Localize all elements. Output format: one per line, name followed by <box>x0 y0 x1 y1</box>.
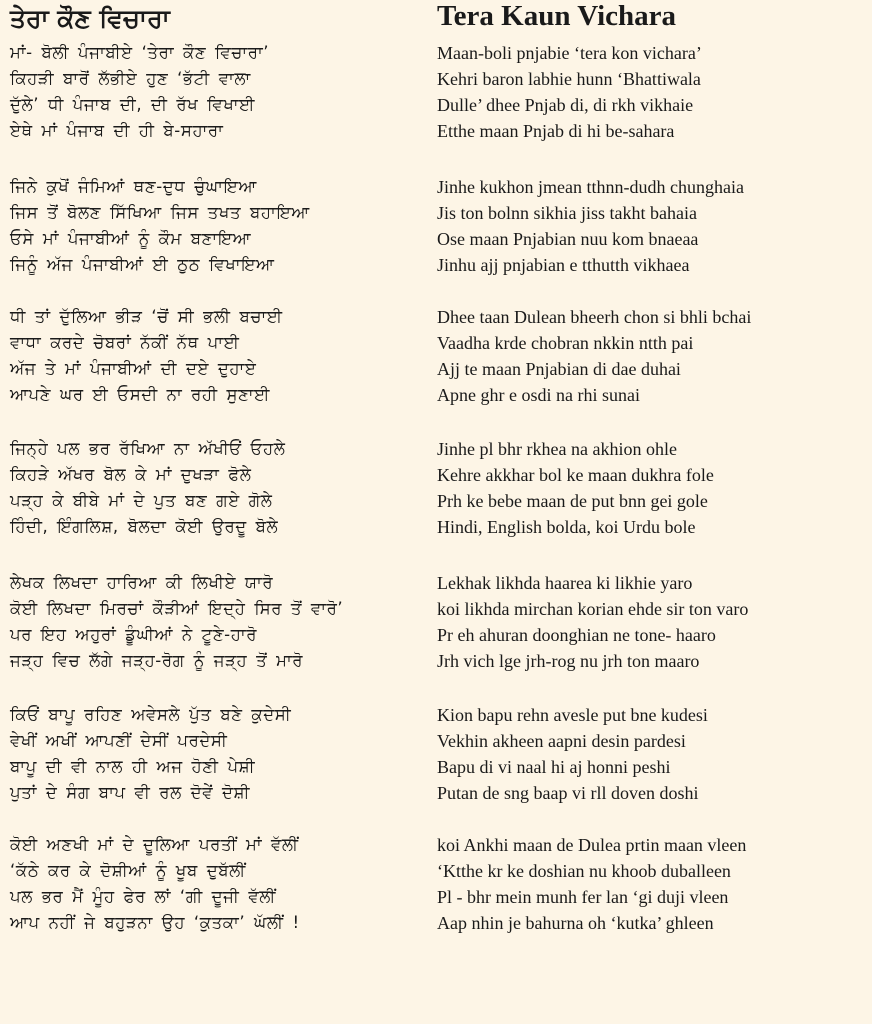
roman-line: Dulle’ dhee Pnjab di, di rkh vikhaie <box>437 95 694 115</box>
gurmukhi-line: ਆਪਣੇ ਘਰ ਈ ਓਸਦੀ ਨਾ ਰਹੀ ਸੁਣਾਈ <box>10 385 271 404</box>
gurmukhi-line: ਬਾਪੂ ਦੀ ਵੀ ਨਾਲ ਹੀ ਅਜ ਹੋਣੀ ਪੇਸ਼ੀ <box>10 757 256 776</box>
roman-stanza-7 <box>437 832 746 936</box>
gurmukhi-stanza-7 <box>10 832 300 936</box>
gurmukhi-line: ਜਿਨੇ ਕੁਖੋਂ ਜੰਮਿਆਂ ਥਣ-ਦੁਧ ਚੁੰਘਾਇਆ <box>10 177 257 196</box>
gurmukhi-stanza-3 <box>10 304 283 408</box>
roman-line: Prh ke bebe maan de put bnn gei gole <box>437 491 708 511</box>
gurmukhi-title: ਤੇਰਾ ਕੌਣ ਵਿਚਾਰਾ <box>10 4 170 33</box>
gurmukhi-line: ਆਪ ਨਹੀਂ ਜੇ ਬਹੁੜਨਾ ਉਹ ‘ਕੁਤਕਾ’ ਘੱਲੀਂ ! <box>10 913 300 932</box>
gurmukhi-line: ਜਿਨ੍ਹੇ ਪਲ ਭਰ ਰੱਖਿਆ ਨਾ ਅੱਖੀਓਂ ਓਹਲੇ <box>10 439 286 458</box>
roman-line: koi likhda mirchan korian ehde sir ton varo <box>437 599 749 619</box>
gurmukhi-stanza-1 <box>10 40 269 144</box>
roman-line: Jrh vich lge jrh-rog nu jrh ton maaro <box>437 651 700 671</box>
roman-line: Pr eh ahuran doonghian ne tone- haaro <box>437 625 716 645</box>
roman-line: Lekhak likhda haarea ki likhie yaro <box>437 573 693 593</box>
gurmukhi-line: ਪਰ ਇਹ ਅਹੁਰਾਂ ਡੂੰਘੀਆਂ ਨੇ ਟੂਣੇ-ਹਾਰੋ <box>10 625 258 644</box>
gurmukhi-stanza-2 <box>10 174 310 278</box>
roman-line: Jinhe kukhon jmean tthnn-dudh chunghaia <box>437 177 744 197</box>
roman-line: Ajj te maan Pnjabian di dae duhai <box>437 359 681 379</box>
roman-line: ‘Ktthe kr ke doshian nu khoob duballeen <box>437 861 731 881</box>
roman-line: Apne ghr e osdi na rhi sunai <box>437 385 640 405</box>
roman-line: Ose maan Pnjabian nuu kom bnaeaa <box>437 229 699 249</box>
gurmukhi-line: ਵੇਖੀਂ ਅਖੀਂ ਆਪਣੀਂ ਦੇਸੀਂ ਪਰਦੇਸੀ <box>10 731 228 750</box>
roman-line: koi Ankhi maan de Dulea prtin maan vleen <box>437 835 747 855</box>
roman-stanza-3 <box>437 304 751 408</box>
gurmukhi-line: ਦੁੱਲੇ’ ਧੀ ਪੰਜਾਬ ਦੀ, ਦੀ ਰੱਖ ਵਿਖਾਈ <box>10 95 256 114</box>
gurmukhi-line: ਕੋਈ ਲਿਖਦਾ ਮਿਰਚਾਂ ਕੌੜੀਆਂ ਇਦ੍ਹੇ ਸਿਰ ਤੋਂ ਵਾਰੋ’ <box>10 599 344 618</box>
roman-line: Etthe maan Pnjab di hi be-sahara <box>437 121 675 141</box>
gurmukhi-line: ਲੇਖਕ ਲਿਖਦਾ ਹਾਰਿਆ ਕੀ ਲਿਖੀਏ ਯਾਰੋ <box>10 573 274 592</box>
roman-line: Jinhu ajj pnjabian e tthutth vikhaea <box>437 255 690 275</box>
roman-line: Vaadha krde chobran nkkin ntth pai <box>437 333 694 353</box>
gurmukhi-line: ਮਾਂ- ਬੋਲੀ ਪੰਜਾਬੀਏ ‘ਤੇਰਾ ਕੌਣ ਵਿਚਾਰਾ’ <box>10 43 270 62</box>
gurmukhi-line: ਕਿਹੜੇ ਅੱਖਰ ਬੋਲ ਕੇ ਮਾਂ ਦੁਖੜਾ ਫੋਲੇ <box>10 465 252 484</box>
gurmukhi-line: ਹਿੰਦੀ, ਇੰਗਲਿਸ਼, ਬੋਲਦਾ ਕੋਈ ਉਰਦੂ ਬੋਲੇ <box>10 517 279 536</box>
roman-line: Kehre akkhar bol ke maan dukhra fole <box>437 465 714 485</box>
roman-stanza-6 <box>437 702 708 806</box>
roman-stanza-1 <box>437 40 702 144</box>
gurmukhi-line: ਓਸੇ ਮਾਂ ਪੰਜਾਬੀਆਂ ਨੂੰ ਕੌਮ ਬਣਾਇਆ <box>10 229 252 248</box>
roman-line: Aap nhin je bahurna oh ‘kutka’ ghleen <box>437 913 714 933</box>
gurmukhi-line: ਪਲ ਭਰ ਮੈਂ ਮੂੰਹ ਫੇਰ ਲਾਂ ‘ਗੀ ਦੂਜੀ ਵੱਲੀਂ <box>10 887 276 906</box>
gurmukhi-line: ਕਿਓਂ ਬਾਪੂ ਰਹਿਣ ਅਵੇਸਲੇ ਪੁੱਤ ਬਣੇ ਕੁਦੇਸੀ <box>10 705 292 724</box>
roman-line: Kehri baron labhie hunn ‘Bhattiwala <box>437 69 701 89</box>
roman-line: Vekhin akheen aapni desin pardesi <box>437 731 686 751</box>
gurmukhi-stanza-6 <box>10 702 291 806</box>
roman-line: Jinhe pl bhr rkhea na akhion ohle <box>437 439 677 459</box>
roman-stanza-4 <box>437 436 714 540</box>
roman-line: Dhee taan Dulean bheerh chon si bhli bchai <box>437 307 752 327</box>
gurmukhi-line: ਪੜ੍ਹ ਕੇ ਬੀਬੇ ਮਾਂ ਦੇ ਪੁਤ ਬਣ ਗਏ ਗੋਲੇ <box>10 491 273 510</box>
roman-line: Jis ton bolnn sikhia jiss takht bahaia <box>437 203 697 223</box>
roman-line: Putan de sng baap vi rll doven doshi <box>437 783 699 803</box>
gurmukhi-line: ਜਿਨੂੰ ਅੱਜ ਪੰਜਾਬੀਆਂ ਈ ਠੁਠ ਵਿਖਾਇਆ <box>10 255 275 274</box>
roman-line: Kion bapu rehn avesle put bne kudesi <box>437 705 708 725</box>
gurmukhi-line: ‘ਕੱਠੇ ਕਰ ਕੇ ਦੋਸ਼ੀਆਂ ਨੂੰ ਖੂਬ ਦੁਬੱਲੀਂ <box>10 861 246 880</box>
gurmukhi-stanza-4 <box>10 436 285 540</box>
roman-title: Tera Kaun Vichara <box>437 0 677 32</box>
gurmukhi-line: ਅੱਜ ਤੇ ਮਾਂ ਪੰਜਾਬੀਆਂ ਦੀ ਦਏ ਦੁਹਾਏ <box>10 359 257 378</box>
gurmukhi-line: ਜੜ੍ਹ ਵਿਚ ਲੱਗੇ ਜੜ੍ਹ-ਰੋਗ ਨੂੰ ਜੜ੍ਹ ਤੋਂ ਮਾਰੋ <box>10 651 304 670</box>
gurmukhi-line: ਪੁਤਾਂ ਦੇ ਸੰਗ ਬਾਪ ਵੀ ਰਲ ਦੋਵੇਂ ਦੋਸ਼ੀ <box>10 783 251 802</box>
roman-stanza-5 <box>437 570 748 674</box>
gurmukhi-line: ਵਾਧਾ ਕਰਦੇ ਚੋਬਰਾਂ ਨੱਕੀਂ ਨੱਥ ਪਾਈ <box>10 333 240 352</box>
gurmukhi-line: ਧੀ ਤਾਂ ਦੁੱਲਿਆ ਭੀੜ ‘ਚੋਂ ਸੀ ਭਲੀ ਬਚਾਈ <box>10 307 283 326</box>
gurmukhi-line: ਕੋਈ ਅਣਖੀ ਮਾਂ ਦੇ ਦੂਲਿਆ ਪਰਤੀਂ ਮਾਂ ਵੱਲੀਂ <box>10 835 299 854</box>
roman-line: Hindi, English bolda, koi Urdu bole <box>437 517 696 537</box>
gurmukhi-line: ਜਿਸ ਤੋਂ ਬੋਲਣ ਸਿੱਖਿਆ ਜਿਸ ਤਖਤ ਬਹਾਇਆ <box>10 203 310 222</box>
roman-stanza-2 <box>437 174 744 278</box>
gurmukhi-stanza-5 <box>10 570 343 674</box>
roman-line: Maan-boli pnjabie ‘tera kon vichara’ <box>437 43 702 63</box>
gurmukhi-line: ਏਥੇ ਮਾਂ ਪੰਜਾਬ ਦੀ ਹੀ ਬੇ-ਸਹਾਰਾ <box>10 121 224 140</box>
gurmukhi-line: ਕਿਹੜੀ ਬਾਰੋਂ ਲੱਭੀਏ ਹੁਣ ‘ਭੱਟੀ ਵਾਲਾ <box>10 69 251 88</box>
roman-line: Bapu di vi naal hi aj honni peshi <box>437 757 671 777</box>
roman-line: Pl - bhr mein munh fer lan ‘gi duji vleen <box>437 887 729 907</box>
